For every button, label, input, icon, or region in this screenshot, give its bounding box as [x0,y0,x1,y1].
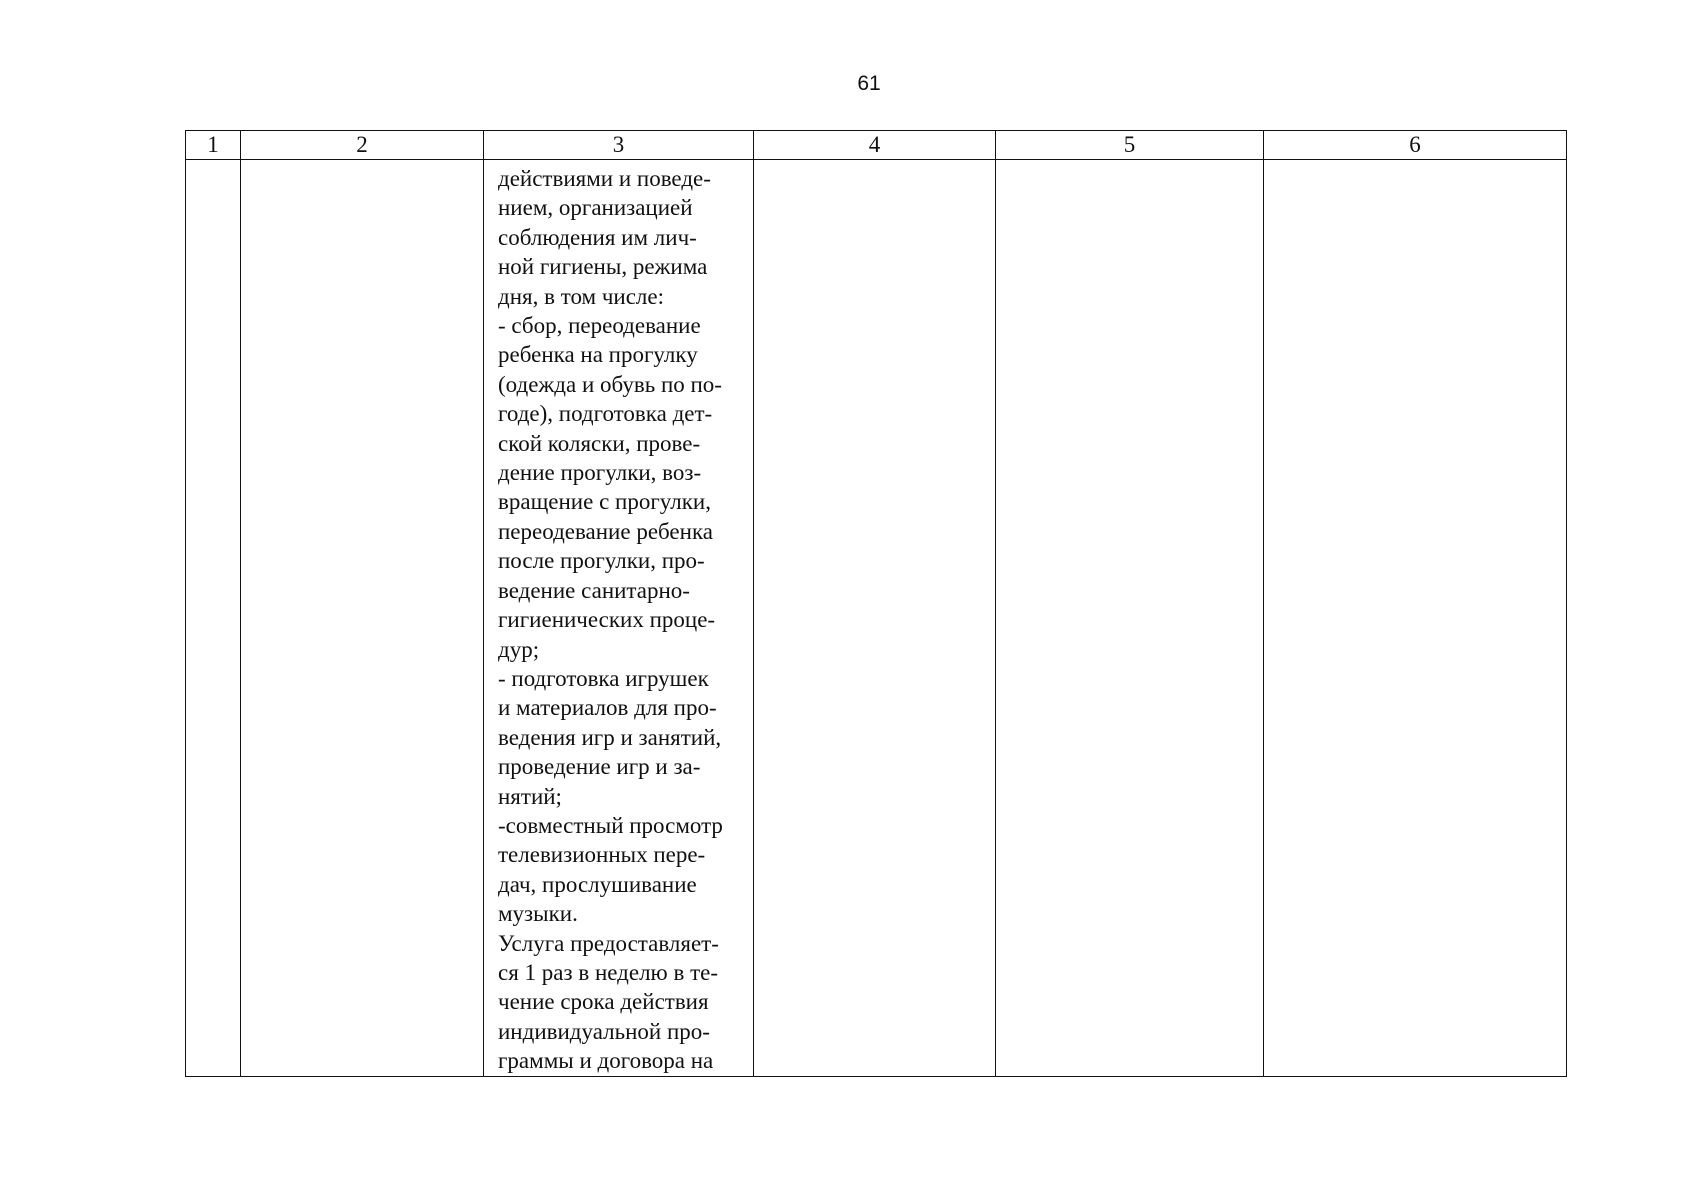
table-cell-col3 [484,160,754,1077]
service-description-text: действиями и поведе- нием, организацией соблюдения им лич- ной гигиены, режима дня, в том числе: - сбор, переодевание ребенка на прогулку (одежда и обувь по по- годе), подготовка дет- ской коляски, прове- дение прогулки, воз- вращение с прогулки, переодевание ребенка после прогулки, про- ведение санитарно- гигиенических проце- дур; - подготовка игрушек и материалов для про- ведения игр и занятий, проведение игр и за- нятий; -совместный просмотр телевизионных пере- дач, прослушивание музыки. Услуга предоставляет- ся 1 раз в неделю в те- чение срока действия индивидуальной про- граммы и договора на [498,166,723,1074]
table-cell-col5 [996,160,1264,1077]
column-header-5: 5 [996,131,1264,160]
column-header-3: 3 [484,131,754,160]
cell-text-col4 [754,160,995,164]
table-cell-col1 [186,160,241,1077]
page-number: 61 [857,72,881,95]
cell-text-col6 [1264,160,1566,164]
table-header-row [186,131,1567,160]
column-header-1: 1 [186,131,241,160]
table-cell-col4 [754,160,996,1077]
cell-text-col1 [186,160,240,164]
cell-text-col5 [996,160,1263,164]
services-table [185,130,1567,1077]
table-cell-col6 [1264,160,1567,1077]
table-row [186,160,1567,1077]
column-header-6: 6 [1264,131,1567,160]
column-header-4: 4 [754,131,996,160]
column-header-2: 2 [241,131,484,160]
cell-text-col2 [241,160,483,164]
table-cell-col2 [241,160,484,1077]
